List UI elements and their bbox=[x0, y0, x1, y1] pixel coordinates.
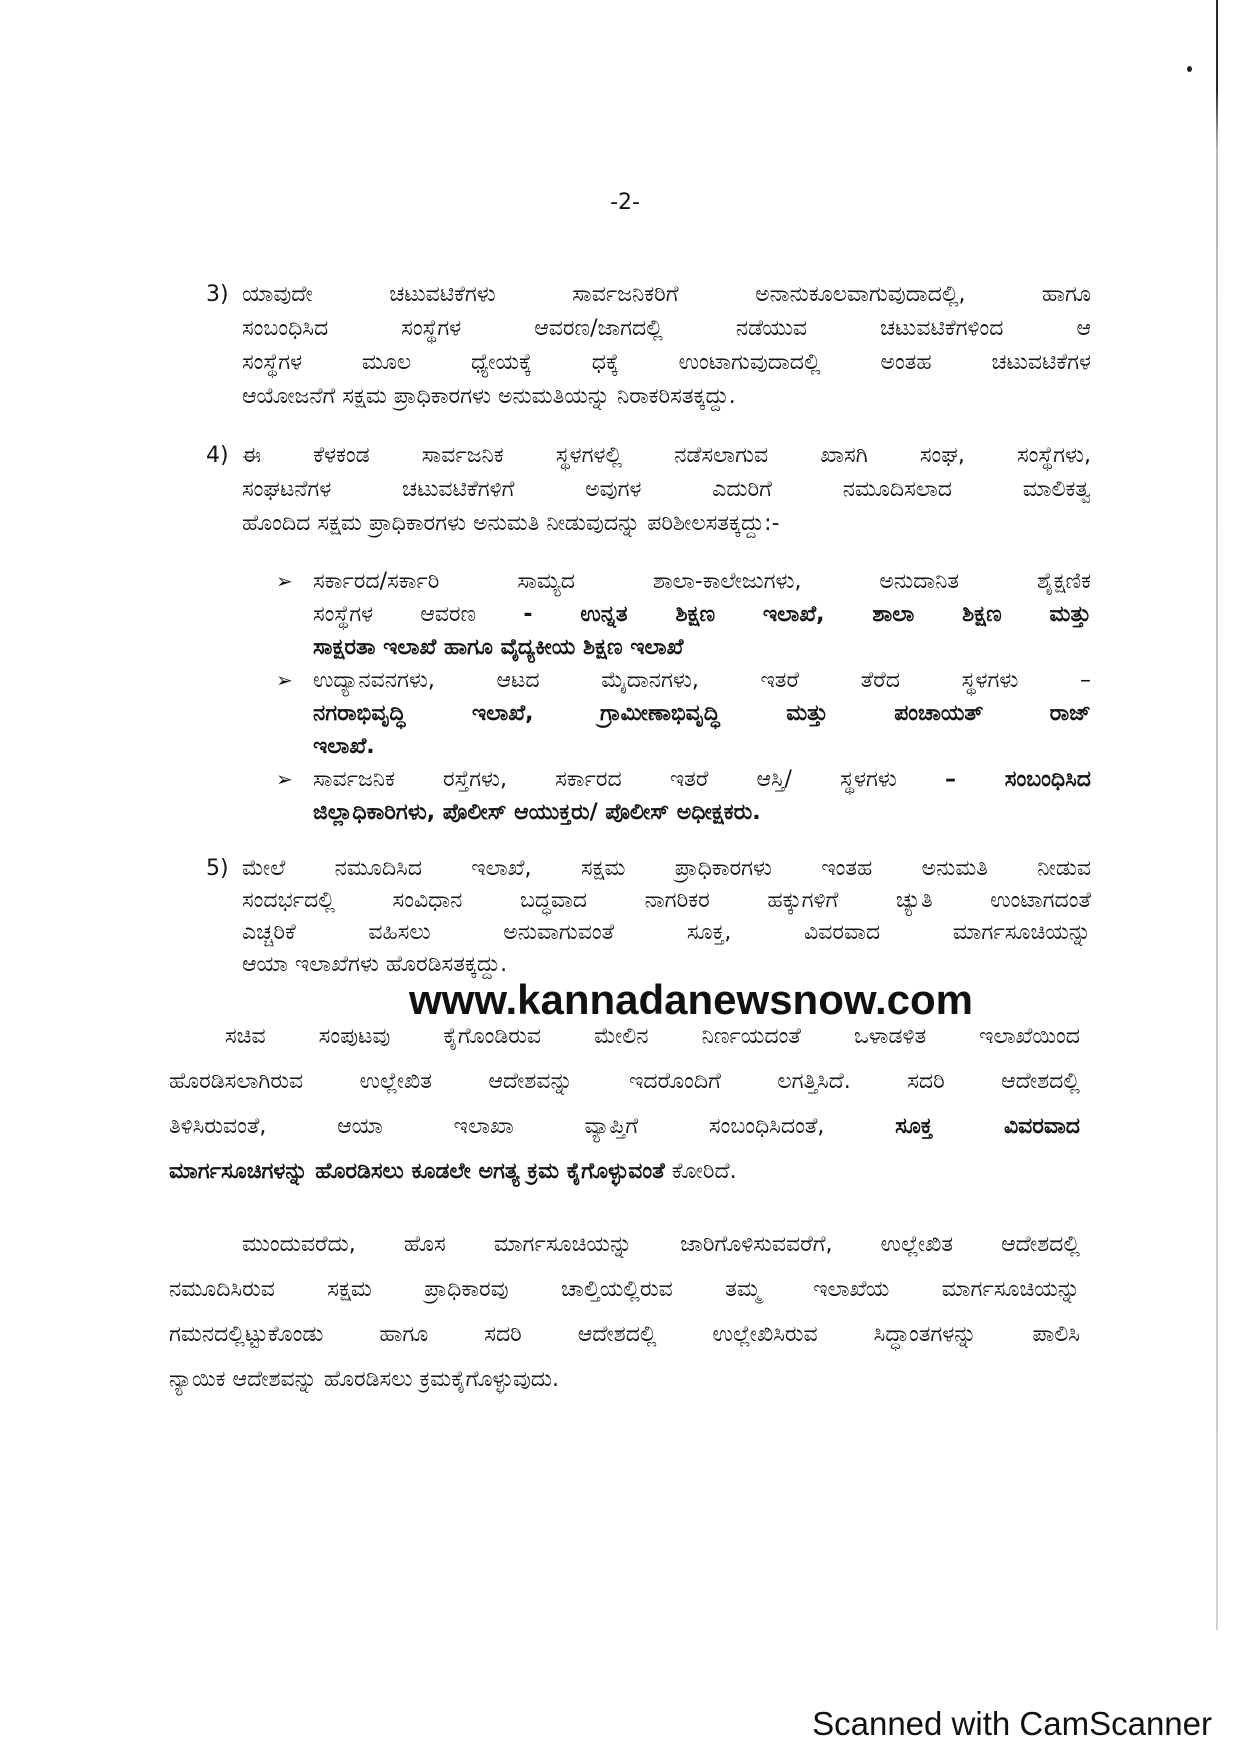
text-line: ಸಂಬಂಧಿಸಿದ ಸಂಸ್ಥೆಗಳ ಆವರಣ/ಜಾಗದಲ್ಲಿ ನಡೆಯುವ ಚಟುವಟಿಕೆಗಳಿಂದ ಆ bbox=[242, 316, 1091, 341]
bold-text-segment: ಇಲಾಖೆ. bbox=[313, 734, 375, 759]
text-line: ಆಯೋಜನೆಗೆ ಸಕ್ಷಮ ಪ್ರಾಧಿಕಾರಗಳು ಅನುಮತಿಯನ್ನು ನಿರಾಕರಿಸತಕ್ಕದ್ದು. bbox=[242, 384, 736, 409]
text-line bbox=[313, 697, 1091, 730]
list-item bbox=[276, 763, 1091, 829]
text-line bbox=[313, 664, 1091, 697]
text-line bbox=[169, 1312, 1080, 1357]
bold-text-segment: – ಸಂಬಂಧಿಸಿದ bbox=[944, 767, 1091, 792]
text-line: ಸಂದರ್ಭದಲ್ಲಿ ಸಂವಿಧಾನ ಬದ್ಧವಾದ ನಾಗರಿಕರ ಹಕ್ಕುಗಳಿಗೆ ಚ್ಯುತಿ ಉಂಟಾಗದಂತೆ bbox=[242, 888, 1091, 913]
numbered-item-3 bbox=[206, 278, 1091, 414]
text-line bbox=[169, 1104, 1080, 1149]
bold-text-segment: ಮಾರ್ಗಸೂಚಿಗಳನ್ನು ಹೊರಡಿಸಲು ಕೂಡಲೇ ಅಗತ್ಯ ಕ್ರಮ ಕೈಗೊಳ್ಳುವಂತೆ bbox=[169, 1159, 665, 1184]
bold-text-segment: ಸಾಕ್ಷರತಾ ಇಲಾಖೆ ಹಾಗೂ ವೈದ್ಯಕೀಯ ಶಿಕ್ಷಣ ಇಲಾಖೆ bbox=[313, 635, 684, 660]
list-item bbox=[276, 565, 1091, 664]
item-number: 5) bbox=[206, 856, 229, 881]
text-segment: ಸಚಿವ ಸಂಪುಟವು ಕೈಗೊಂಡಿರುವ ಮೇಲಿನ ನಿರ್ಣಯದಂತೆ ಒಳಾಡಳಿತ ಇಲಾಖೆಯಿಂದ bbox=[225, 1024, 1080, 1049]
text-line bbox=[313, 598, 1091, 631]
scanner-footer: Scanned with CamScanner bbox=[812, 1705, 1212, 1742]
text-line: ಸಂಸ್ಥೆಗಳ ಮೂಲ ಧ್ಯೇಯಕ್ಕೆ ಧಕ್ಕೆ ಉಂಟಾಗುವುದಾದಲ್ಲಿ ಅಂತಹ ಚಟುವಟಿಕೆಗಳ bbox=[242, 350, 1091, 375]
list-item-text bbox=[313, 763, 1091, 829]
text-segment: ಸಂಸ್ಥೆಗಳ ಆವರಣ bbox=[313, 602, 524, 627]
text-line bbox=[313, 631, 1091, 664]
list-item-text bbox=[313, 664, 1091, 763]
numbered-item-4 bbox=[206, 439, 1091, 541]
authority-list bbox=[276, 565, 1091, 829]
text-segment: ತಿಳಿಸಿರುವಂತೆ, ಆಯಾ ಇಲಾಖಾ ವ್ಯಾಪ್ತಿಗೆ ಸಂಬಂಧಿಸಿದಂತೆ, bbox=[169, 1114, 896, 1139]
bullet-arrow-icon: ➢ bbox=[276, 767, 293, 791]
page-number: -2- bbox=[610, 190, 640, 215]
text-line bbox=[169, 1149, 1080, 1194]
bold-text-segment: ನಗರಾಭಿವೃದ್ಧಿ ಇಲಾಖೆ, ಗ್ರಾಮೀಣಾಭಿವೃದ್ಧಿ ಮತ್ತು ಪಂಚಾಯತ್ ರಾಜ್ bbox=[313, 701, 1091, 726]
text-line: ಎಚ್ಚರಿಕೆ ವಹಿಸಲು ಅನುವಾಗುವಂತೆ ಸೂಕ್ತ, ವಿವರವಾದ ಮಾರ್ಗಸೂಚಿಯನ್ನು bbox=[242, 920, 1091, 945]
text-segment: ಗಮನದಲ್ಲಿಟ್ಟುಕೊಂಡು ಹಾಗೂ ಸದರಿ ಆದೇಶದಲ್ಲಿ ಉಲ್ಲೇಖಿಸಿರುವ ಸಿದ್ಧಾಂತಗಳನ್ನು ಪಾಲಿಸಿ bbox=[169, 1322, 1080, 1347]
bullet-arrow-icon: ➢ bbox=[276, 569, 293, 593]
item-text bbox=[242, 853, 1091, 981]
text-segment: ಸಾರ್ವಜನಿಕ ರಸ್ತೆಗಳು, ಸರ್ಕಾರದ ಇತರೆ ಆಸ್ತಿ/ ಸ್ಥಳಗಳು bbox=[313, 767, 945, 792]
text-line bbox=[313, 730, 1091, 763]
text-line: ಆಯಾ ಇಲಾಖೆಗಳು ಹೊರಡಿಸತಕ್ಕದ್ದು. bbox=[242, 952, 508, 977]
item-number: 4) bbox=[206, 443, 229, 468]
list-item-text bbox=[313, 565, 1091, 664]
scan-speck bbox=[1187, 66, 1192, 72]
list-item bbox=[276, 664, 1091, 763]
text-line bbox=[169, 1222, 1080, 1267]
numbered-item-5 bbox=[206, 853, 1091, 981]
text-segment: ಮುಂದುವರೆದು, ಹೊಸ ಮಾರ್ಗಸೂಚಿಯನ್ನು ಜಾರಿಗೊಳಿಸುವವರೆಗೆ, ಉಲ್ಲೇಖಿತ ಆದೇಶದಲ್ಲಿ bbox=[242, 1232, 1080, 1257]
item-text bbox=[242, 439, 1091, 541]
bold-text-segment: ಜಿಲ್ಲಾಧಿಕಾರಿಗಳು, ಪೊಲೀಸ್ ಆಯುಕ್ತರು/ ಪೊಲೀಸ್ ಅಧೀಕ್ಷಕರು. bbox=[313, 800, 761, 825]
paragraph-cabinet-decision bbox=[169, 1014, 1080, 1194]
item-text bbox=[242, 278, 1091, 414]
text-line: ಮೇಲೆ ನಮೂದಿಸಿದ ಇಲಾಖೆ, ಸಕ್ಷಮ ಪ್ರಾಧಿಕಾರಗಳು ಇಂತಹ ಅನುಮತಿ ನೀಡುವ bbox=[242, 856, 1091, 881]
text-segment: ಸರ್ಕಾರದ/ಸರ್ಕಾರಿ ಸಾಮ್ಯದ ಶಾಲಾ-ಕಾಲೇಜುಗಳು, ಅನುದಾನಿತ ಶೈಕ್ಷಣಿಕ bbox=[313, 569, 1091, 594]
watermark-text: www.kannadanewsnow.com bbox=[409, 976, 974, 1023]
text-line bbox=[313, 763, 1091, 796]
text-line: ಸಂಘಟನೆಗಳ ಚಟುವಟಿಕೆಗಳಿಗೆ ಅವುಗಳ ಎದುರಿಗೆ ನಮೂದಿಸಲಾದ ಮಾಲಿಕತ್ವ bbox=[242, 477, 1091, 502]
text-line bbox=[313, 796, 1091, 829]
text-line bbox=[313, 565, 1091, 598]
text-segment: ಹೊರಡಿಸಲಾಗಿರುವ ಉಲ್ಲೇಖಿತ ಆದೇಶವನ್ನು ಇದರೊಂದಿಗೆ ಲಗತ್ತಿಸಿದೆ. ಸದರಿ ಆದೇಶದಲ್ಲಿ bbox=[169, 1069, 1080, 1094]
item-number: 3) bbox=[206, 282, 229, 307]
text-line: ಯಾವುದೇ ಚಟುವಟಿಕೆಗಳು ಸಾರ್ವಜನಿಕರಿಗೆ ಅನಾನುಕೂಲವಾಗುವುದಾದಲ್ಲಿ, ಹಾಗೂ bbox=[242, 282, 1091, 307]
text-segment: ನ್ಯಾಯಿಕ ಆದೇಶವನ್ನು ಹೊರಡಿಸಲು ಕ್ರಮಕೈಗೊಳ್ಳುವುದು. bbox=[169, 1367, 559, 1392]
bullet-arrow-icon: ➢ bbox=[276, 668, 293, 692]
text-line bbox=[169, 1357, 1080, 1402]
text-segment: ಉದ್ಯಾನವನಗಳು, ಆಟದ ಮೈದಾನಗಳು, ಇತರೆ ತೆರೆದ ಸ್ಥಳಗಳು – bbox=[313, 668, 1091, 693]
text-segment: ಕೋರಿದೆ. bbox=[664, 1159, 737, 1184]
text-line bbox=[169, 1059, 1080, 1104]
bold-text-segment: - ಉನ್ನತ ಶಿಕ್ಷಣ ಇಲಾಖೆ, ಶಾಲಾ ಶಿಕ್ಷಣ ಮತ್ತು bbox=[523, 602, 1091, 627]
text-line bbox=[169, 1267, 1080, 1312]
paragraph-interim-guidance bbox=[169, 1222, 1080, 1402]
text-segment: ನಮೂದಿಸಿರುವ ಸಕ್ಷಮ ಪ್ರಾಧಿಕಾರವು ಚಾಲ್ತಿಯಲ್ಲಿರುವ ತಮ್ಮ ಇಲಾಖೆಯ ಮಾರ್ಗಸೂಚಿಯನ್ನು bbox=[169, 1277, 1080, 1302]
text-line: ಹೊಂದಿದ ಸಕ್ಷಮ ಪ್ರಾಧಿಕಾರಗಳು ಅನುಮತಿ ನೀಡುವುದನ್ನು ಪರಿಶೀಲಸತಕ್ಕದ್ದು:- bbox=[242, 511, 780, 536]
text-line: ಈ ಕೆಳಕಂಡ ಸಾರ್ವಜನಿಕ ಸ್ಥಳಗಳಲ್ಲಿ ನಡೆಸಲಾಗುವ ಖಾಸಗಿ ಸಂಘ, ಸಂಸ್ಥೆಗಳು, bbox=[242, 443, 1091, 468]
document-body bbox=[0, 278, 1240, 1402]
bold-text-segment: ಸೂಕ್ತ ವಿವರವಾದ bbox=[895, 1114, 1081, 1139]
